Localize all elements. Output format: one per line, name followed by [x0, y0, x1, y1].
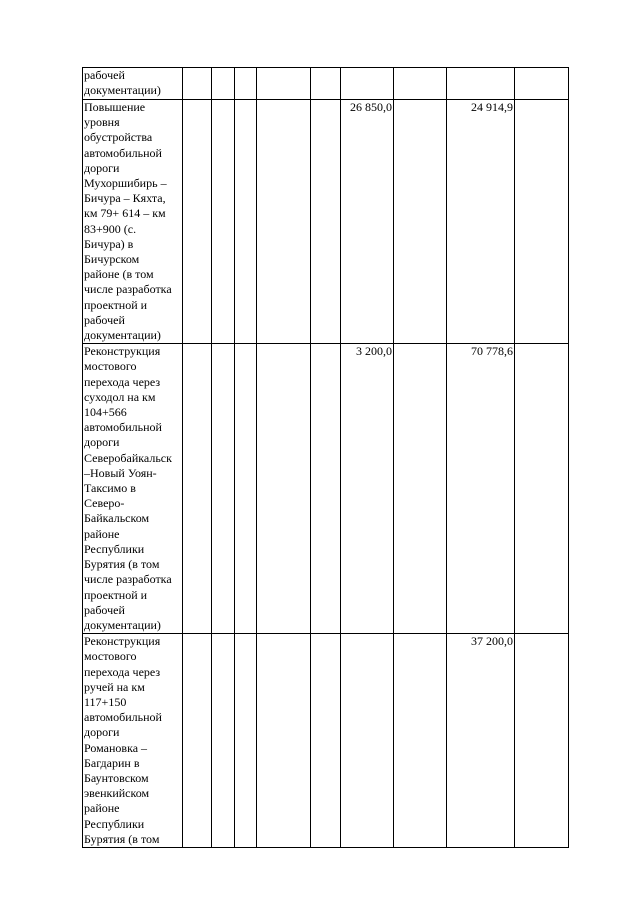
value-cell-6: [341, 634, 394, 848]
value-cell-3: [235, 344, 257, 634]
value-cell-2: [212, 68, 235, 100]
value-cell-1: [183, 344, 212, 634]
value-cell-4: [257, 100, 311, 344]
value-cell-5: [311, 100, 341, 344]
value-cell-3: [235, 68, 257, 100]
row-name-cell: Реконструкция мостового перехода через суходол на км 104+566 автомобильной дороги Северобайкальск –Новый Уоян- Таксимо в Северо- Байкальском районе Республики Бурятия (в том числе разработка проектной и рабочей документации): [83, 344, 183, 634]
table-row: [83, 634, 569, 848]
row-name-cell: рабочей документации): [83, 68, 183, 100]
value-cell-3: [235, 100, 257, 344]
row-name-cell: Повышение уровня обустройства автомобильной дороги Мухоршибирь – Бичура – Кяхта, км 79+ 614 – км 83+900 (с. Бичура) в Бичурском районе (в том числе разработка проектной и рабочей документации): [83, 100, 183, 344]
value-cell-8: [447, 68, 515, 100]
value-cell-7: [394, 634, 447, 848]
value-cell-4: [257, 68, 311, 100]
row-name-cell: Реконструкция мостового перехода через ручей на км 117+150 автомобильной дороги Романовка – Багдарин в Баунтовском эвенкийском районе Республики Бурятия (в том: [83, 634, 183, 848]
value-cell-8: 24 914,9: [447, 100, 515, 344]
value-cell-2: [212, 100, 235, 344]
budget-table: [82, 67, 569, 848]
table-row: [83, 344, 569, 634]
value-cell-1: [183, 68, 212, 100]
value-cell-1: [183, 634, 212, 848]
value-cell-9: [515, 344, 569, 634]
value-cell-7: [394, 100, 447, 344]
value-cell-5: [311, 344, 341, 634]
value-cell-5: [311, 634, 341, 848]
value-cell-5: [311, 68, 341, 100]
value-cell-7: [394, 68, 447, 100]
value-cell-4: [257, 344, 311, 634]
value-cell-9: [515, 100, 569, 344]
value-cell-3: [235, 634, 257, 848]
value-cell-6: [341, 68, 394, 100]
value-cell-6: 26 850,0: [341, 100, 394, 344]
value-cell-6: 3 200,0: [341, 344, 394, 634]
value-cell-8: 70 778,6: [447, 344, 515, 634]
table-row: [83, 68, 569, 100]
table-row: [83, 100, 569, 344]
value-cell-9: [515, 634, 569, 848]
value-cell-4: [257, 634, 311, 848]
value-cell-1: [183, 100, 212, 344]
value-cell-7: [394, 344, 447, 634]
value-cell-2: [212, 344, 235, 634]
value-cell-9: [515, 68, 569, 100]
value-cell-2: [212, 634, 235, 848]
value-cell-8: 37 200,0: [447, 634, 515, 848]
